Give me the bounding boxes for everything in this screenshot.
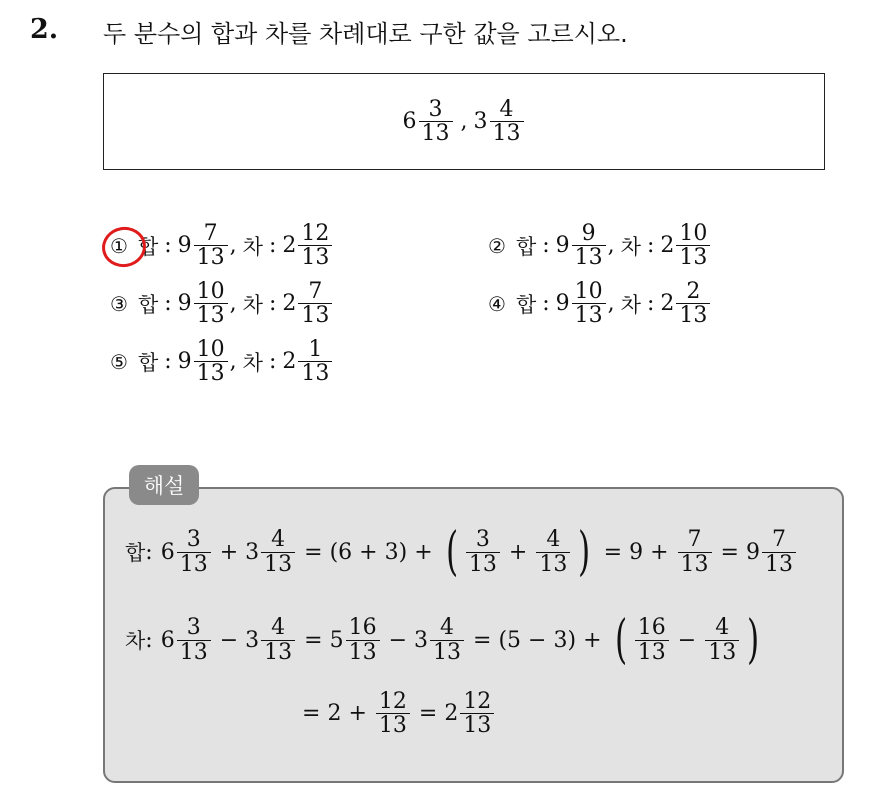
given-fraction-a xyxy=(403,98,455,145)
solution-sum-line: 합 : 6 $\frac{3}{13}$ + 3 $\frac{4}{13}$ = (6 + 3) + ( $\frac{3}{13}$ + $\frac{4}{13}$ ) = 9 + $\frac{7}{13}$ = 9 $\frac{7}{13}$ xyxy=(125,526,798,578)
choice-marker: ① xyxy=(110,233,128,258)
separator: , xyxy=(460,109,468,134)
choice-marker: ③ xyxy=(110,291,128,316)
choice-4[interactable]: ④ 합 : 9 $\frac{10}{13}$ , 차 : 2 $\frac{2}{13}$ xyxy=(488,280,712,327)
choice-2[interactable]: ② 합 : 9 $\frac{9}{13}$ , 차 : 2 $\frac{10}{13}$ xyxy=(488,222,712,269)
question-text: 두 분수의 합과 차를 차례대로 구한 값을 고르시오. xyxy=(103,20,628,48)
question-number: 2. xyxy=(30,14,59,45)
choice-marker: ④ xyxy=(488,291,506,316)
numerator: 3 xyxy=(428,96,443,122)
choice-marker: ⑤ xyxy=(110,349,128,374)
numerator: 4 xyxy=(499,96,514,122)
solution-diff-line: 차 : 6 $\frac{3}{13}$ − 3 $\frac{4}{13}$ = 5 $\frac{16}{13}$ − 3 $\frac{4}{13}$ = (5 − 3) + ( $\frac{16}{13}$ − $\frac{4}{13}$ ) xyxy=(125,610,760,670)
denominator: 13 xyxy=(490,121,524,145)
choice-3[interactable]: ③ 합 : 9 $\frac{10}{13}$ , 차 : 2 $\frac{7}{13}$ xyxy=(110,280,334,327)
given-fraction-b xyxy=(474,98,526,145)
solution-tab: 해설 xyxy=(129,465,199,505)
sum-label: 합 xyxy=(137,234,159,259)
whole-part: 6 xyxy=(402,109,417,134)
denominator: 13 xyxy=(419,121,453,145)
choice-1[interactable]: ① 합 : 9 $\frac{7}{13}$ , 차 : 2 $\frac{12}{13}$ xyxy=(110,222,334,269)
whole-part: 3 xyxy=(473,109,488,134)
choice-5[interactable]: ⑤ 합 : 9 $\frac{10}{13}$ , 차 : 2 $\frac{1}{13}$ xyxy=(110,338,334,385)
choice-marker: ② xyxy=(488,233,506,258)
diff-label: 차 xyxy=(242,234,263,259)
solution-diff-line-2: = 2 + $\frac{12}{13}$ = 2 $\frac{12}{13}$ xyxy=(302,690,496,737)
given-fractions-box xyxy=(103,73,825,170)
